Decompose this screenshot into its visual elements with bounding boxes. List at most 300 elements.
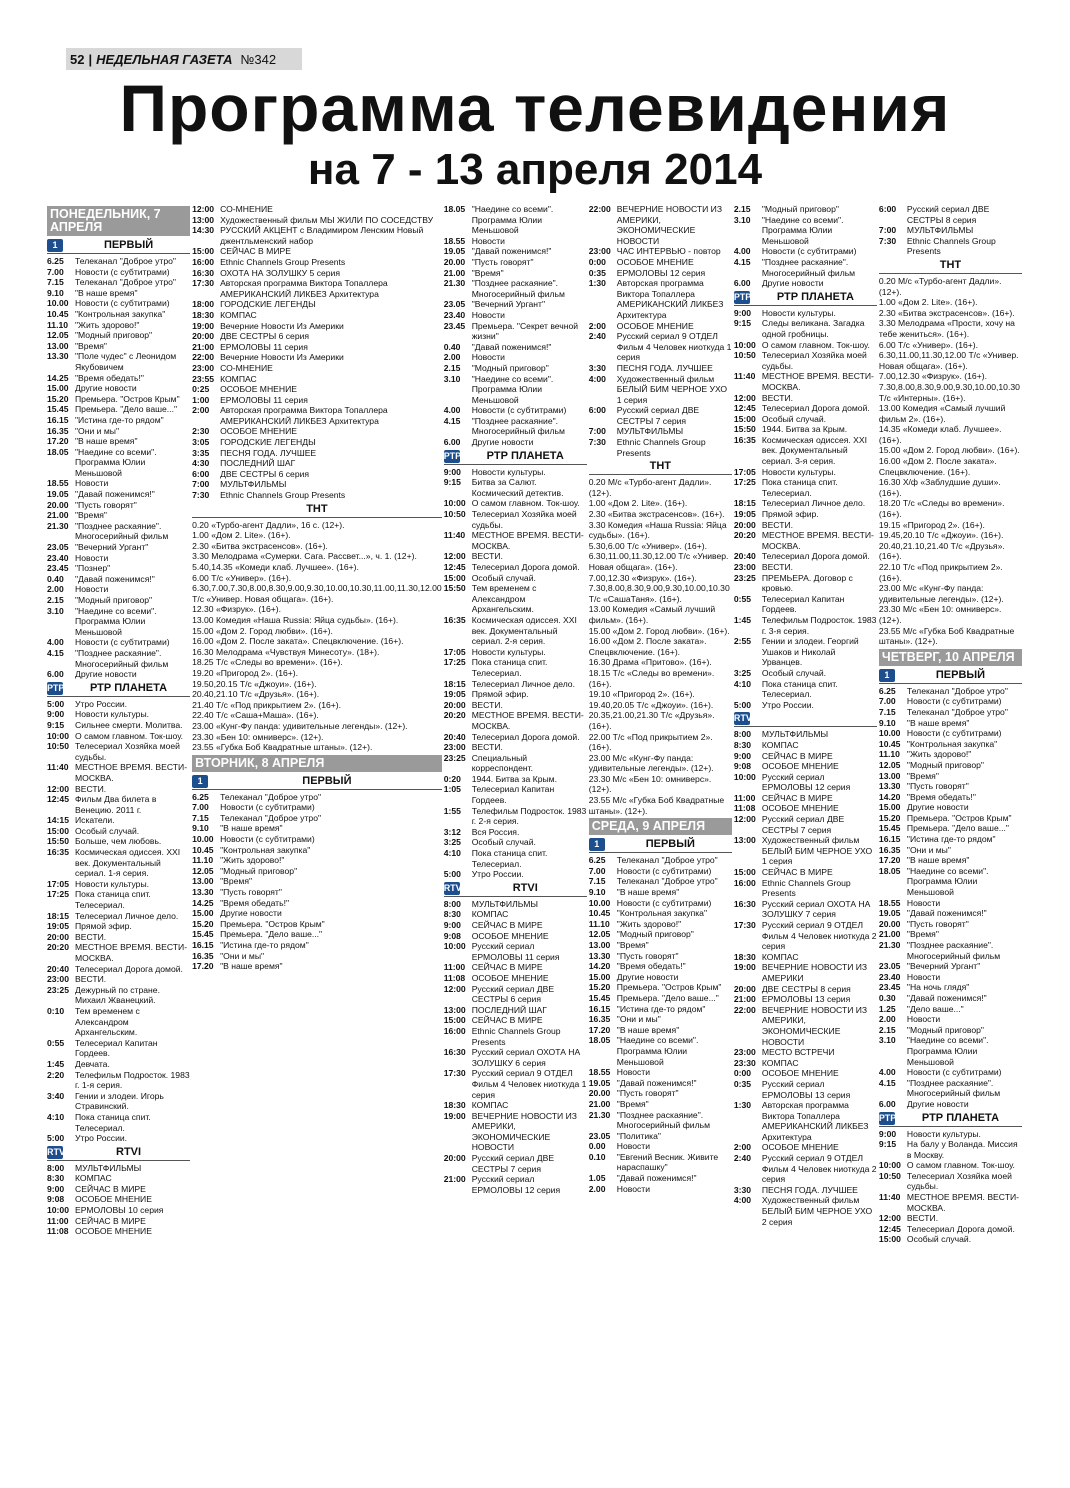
program-title: Новости: [906, 897, 941, 908]
program-row: [734, 899, 877, 920]
program-time: 4.15: [733, 256, 751, 267]
program-title: Новости (с субтитрами): [471, 405, 567, 416]
program-title: "Позднее раскаяние". Многосерийный фильм: [471, 278, 565, 299]
program-row: [444, 700, 587, 711]
program-row: [589, 855, 732, 866]
program-row: [879, 626, 1022, 647]
program-title: Новости (с субтитрами): [761, 246, 857, 257]
program-time: 9.10: [588, 887, 606, 898]
program-title: ВЕЧЕРНИЕ НОВОСТИ ИЗ АМЕРИКИ: [761, 962, 868, 983]
program-row: [47, 826, 190, 837]
program-row: [879, 340, 1022, 351]
program-title: Новости (с субтитрами): [75, 266, 170, 277]
program-row: [589, 426, 732, 437]
program-row: [47, 637, 190, 648]
program-row: [879, 382, 1022, 403]
program-title: Ethnic Channels Group Presents: [471, 1025, 561, 1047]
program-time: 13.00: [878, 770, 901, 781]
program-row: [589, 732, 732, 753]
program-title: 6.30,11.00,11.30,12.00 Т/с «Универ. Новая общага». (16+).: [878, 350, 1019, 371]
program-time: 8:00: [47, 1162, 65, 1173]
program-time: 11:00: [733, 792, 756, 803]
channel-name: ПЕРВЫЙ: [935, 668, 986, 681]
program-time: 18.05: [878, 865, 901, 876]
program-row: [192, 742, 442, 753]
program-row: [444, 573, 587, 584]
program-row: [444, 848, 587, 869]
program-title: 19.50,20.15 Т/с «Джоуи». (16+).: [192, 678, 317, 689]
program-row: [589, 1035, 732, 1067]
program-row: [192, 268, 442, 279]
program-time: 3:05: [192, 437, 210, 448]
program-row: [47, 256, 190, 267]
program-row: [47, 1112, 190, 1133]
program-time: 12:00: [47, 783, 69, 794]
program-time: 10:50: [733, 350, 756, 361]
program-row: [47, 815, 190, 826]
program-time: 4:00: [588, 373, 606, 384]
program-time: 3.10: [733, 214, 751, 225]
program-title: Ethnic Channels Group Presents: [616, 437, 706, 458]
program-row: [444, 204, 587, 236]
program-time: 14.20: [588, 961, 611, 972]
program-title: Особый случай.: [75, 825, 140, 836]
program-time: 11:00: [47, 1215, 69, 1226]
program-row: [192, 490, 442, 501]
channel-header: [589, 459, 732, 475]
program-title: Телесериал Дорога домой.: [906, 1223, 1015, 1234]
program-time: 15:50: [47, 836, 69, 847]
program-row: [444, 352, 587, 363]
program-row: [589, 982, 732, 993]
program-title: Новости (с субтитрами): [906, 696, 1002, 707]
program-row: [192, 448, 442, 459]
program-title: "Позднее раскаяние". Многосерийный фильм: [616, 1109, 711, 1131]
program-title: "Модный приговор": [906, 1024, 984, 1035]
program-row: [192, 204, 442, 215]
program-row: [879, 562, 1022, 583]
program-row: [589, 919, 732, 930]
program-time: 6.00: [878, 1098, 896, 1109]
program-title: 6.00 Т/с «Универ». (16+).: [192, 572, 292, 583]
program-time: 0.30: [878, 992, 896, 1003]
program-title: ВЕЧЕРНИЕ НОВОСТИ ИЗ АМЕРИКИ, ЭКОНОМИЧЕСКИЕ НОВОСТИ: [471, 1110, 577, 1153]
program-time: 16.35: [192, 950, 214, 961]
program-title: Ethnic Channels Group Presents: [220, 490, 346, 501]
program-title: 7.30,8.00,8.30,9.00,9.30,10.00,10.30 Т/с «СашаТаня». (16+).: [588, 583, 730, 604]
program-time: 4:10: [47, 1111, 65, 1122]
program-row: [444, 806, 587, 827]
program-title: "Контрольная закупка": [616, 908, 708, 919]
program-row: [734, 878, 877, 899]
program-row: [589, 657, 732, 668]
program-time: 9:00: [878, 1128, 897, 1139]
program-title: "Вечерний Ургант": [471, 299, 546, 310]
schedule-column: [444, 204, 587, 1488]
program-time: 6:00: [588, 405, 606, 416]
program-title: Новости (с субтитрами): [906, 728, 1002, 739]
program-title: 1944. Битва за Крым.: [471, 773, 557, 784]
program-title: 15.00 «Дом 2. Город любви». (16+).: [192, 625, 333, 636]
program-time: 21.00: [443, 267, 466, 278]
program-row: [192, 721, 442, 732]
channel-name: ПЕРВЫЙ: [302, 774, 352, 787]
program-row: [444, 1100, 587, 1111]
program-time: 10.45: [47, 308, 69, 319]
program-title: Телесериал Хозяйка моей судьбы.: [471, 509, 577, 530]
program-time: 3.10: [878, 1035, 896, 1046]
program-row: [192, 426, 442, 437]
program-time: 23.45: [878, 982, 901, 993]
program-time: 20:00: [47, 931, 69, 942]
program-title: Премьера. "Остров Крым": [906, 812, 1012, 823]
program-row: [879, 940, 1022, 961]
program-title: 7.00,12.30 «Физрук». (16+).: [878, 371, 987, 382]
program-row: [444, 837, 587, 848]
program-title: "Наедине со всеми". Программа Юлии Меньшовой: [616, 1035, 699, 1067]
program-time: 16.35: [47, 425, 69, 436]
program-row: [47, 521, 190, 542]
program-row: [444, 416, 587, 437]
program-title: Русский сериал ЕРМОЛОВЫ 13 серия: [761, 1078, 851, 1100]
program-title: Следы великана. Загадка одной гробницы.: [761, 318, 865, 339]
program-time: 10:00: [733, 771, 756, 782]
program-time: 2.00: [47, 584, 64, 595]
program-time: 12.05: [588, 929, 611, 940]
program-row: [879, 929, 1022, 940]
program-row: [734, 467, 877, 478]
program-title: 13.00 Комедия «Наша Russia: Яйца судьбы». (16+).: [192, 614, 399, 625]
program-row: [734, 246, 877, 257]
program-time: 12:45: [733, 403, 756, 414]
program-title: "Истина где-то рядом": [75, 414, 164, 425]
program-title: Новости культуры.: [75, 709, 150, 720]
program-row: [879, 1035, 1022, 1067]
program-row: [879, 834, 1022, 845]
program-title: СО-МНЕНИЕ: [220, 362, 273, 373]
program-title: Премьера. "Дело ваше...": [906, 823, 1009, 834]
program-title: Новости культуры.: [761, 307, 836, 318]
program-row: [192, 657, 442, 668]
program-row: [879, 1234, 1022, 1245]
program-row: [734, 729, 877, 740]
program-time: 15:00: [733, 867, 756, 878]
program-title: КОМПАС: [471, 1100, 509, 1111]
program-title: "Модный приговор": [471, 362, 549, 373]
program-row: [879, 686, 1022, 697]
program-row: [734, 435, 877, 467]
program-time: 13.30: [878, 781, 901, 792]
program-row: [734, 1100, 877, 1142]
program-title: 16.30 Драма «Притово». (16+).: [588, 657, 712, 668]
program-time: 0:35: [733, 1078, 752, 1089]
program-row: [589, 972, 732, 983]
program-time: 4:10: [733, 678, 752, 689]
program-title: "Они и мы": [220, 950, 265, 961]
program-row: [192, 679, 442, 690]
program-title: "Пусть говорят": [75, 499, 137, 510]
program-time: 21.00: [47, 510, 69, 521]
program-title: 19.20 «Пригород 2». (16+).: [192, 667, 299, 678]
program-title: "Позднее раскаяние". Многосерийный фильм: [471, 415, 565, 437]
program-row: [444, 1047, 587, 1068]
program-title: МЕСТНОЕ ВРЕМЯ. ВЕСТИ-МОСКВА.: [471, 710, 584, 731]
program-row: [589, 405, 732, 426]
program-time: 21.30: [443, 278, 466, 289]
program-row: [734, 204, 877, 215]
program-row: [444, 710, 587, 731]
program-title: Другие новости: [906, 802, 969, 813]
program-title: 19.15 «Пригород 2». (16+).: [878, 519, 985, 530]
channel-header: [734, 290, 877, 306]
program-row: [47, 648, 190, 669]
program-row: [879, 225, 1022, 236]
program-title: Новости (с субтитрами): [75, 637, 170, 648]
program-row: [734, 962, 877, 983]
program-row: [192, 710, 442, 721]
program-time: 20:00: [192, 331, 215, 342]
program-time: 23:25: [733, 572, 756, 583]
program-time: 20:20: [443, 710, 466, 721]
program-title: ПОСЛЕДНИЙ ШАГ: [471, 1004, 547, 1015]
program-row: [47, 762, 190, 783]
program-title: Новости (с субтитрами): [616, 865, 712, 876]
program-title: СЕЙЧАС В МИРЕ: [220, 246, 291, 257]
program-row: [192, 583, 442, 604]
program-title: "Жить здорово!": [75, 319, 140, 330]
program-title: Другие новости: [220, 908, 282, 919]
program-time: 23.40: [47, 552, 69, 563]
program-row: [444, 1068, 587, 1100]
program-row: [192, 732, 442, 743]
program-title: ДВЕ СЕСТРЫ 8 серия: [761, 983, 851, 994]
program-row: [879, 866, 1022, 898]
program-title: "Наедине со всеми". Программа Юлии Меньшовой: [906, 865, 989, 898]
program-row: [192, 395, 442, 406]
program-time: 20:20: [733, 530, 756, 541]
program-time: 10:50: [47, 741, 69, 752]
program-row: [879, 308, 1022, 319]
channel-name: РТР ПЛАНЕТА: [89, 681, 168, 694]
program-time: 16:30: [443, 1047, 466, 1058]
program-time: 19.05: [47, 489, 69, 500]
program-row: [734, 1079, 877, 1100]
program-row: [879, 961, 1022, 972]
program-title: ОСОБОЕ МНЕНИЕ: [761, 1142, 839, 1153]
program-row: [879, 424, 1022, 445]
program-time: 16.35: [588, 1014, 611, 1025]
program-row: [192, 615, 442, 626]
program-row: [192, 823, 442, 834]
program-row: [192, 331, 442, 342]
program-title: Пока станица спит. Телесериал.: [75, 889, 151, 911]
program-title: 3.30 Мелодрама «Сумерки. Сага. Рассвет...», ч. 1. (12+).: [192, 551, 417, 562]
program-row: [192, 802, 442, 813]
program-row: [879, 498, 1022, 519]
program-time: 14:30: [192, 225, 215, 236]
program-time: 2:30: [192, 426, 210, 437]
program-row: [192, 855, 442, 866]
program-row: [444, 909, 587, 920]
program-row: [192, 530, 442, 541]
program-title: Прямой эфир.: [761, 509, 819, 520]
program-row: [879, 1067, 1022, 1078]
program-row: [879, 972, 1022, 983]
program-title: Утро России.: [75, 1133, 128, 1144]
program-row: [192, 668, 442, 679]
program-time: 10:00: [443, 941, 466, 952]
program-time: 3:25: [733, 667, 752, 678]
program-title: 14.35 «Комеди клаб. Лучшее». (16+).: [878, 424, 1002, 445]
program-title: "Позднее раскаяние". Многосерийный фильм: [761, 256, 856, 278]
program-title: Новости: [616, 1183, 651, 1194]
program-row: [47, 964, 190, 975]
program-row: [879, 1099, 1022, 1110]
program-row: [879, 792, 1022, 803]
program-time: 15.45: [47, 404, 69, 415]
program-row: [444, 1026, 587, 1047]
program-row: [444, 477, 587, 498]
program-time: 1.05: [588, 1173, 606, 1184]
program-time: 15:00: [192, 246, 215, 257]
program-row: [47, 1038, 190, 1059]
program-row: [879, 845, 1022, 856]
program-title: ПОСЛЕДНИЙ ШАГ: [220, 458, 296, 469]
program-time: 7.15: [588, 876, 606, 887]
program-title: "Дело ваше...": [906, 1003, 964, 1014]
program-time: 6.25: [192, 791, 209, 802]
program-title: ВЕСТИ.: [761, 519, 794, 530]
program-time: 12:00: [733, 392, 756, 403]
program-title: ОСОБОЕ МНЕНИЕ: [761, 1068, 839, 1079]
channel-logo-icon: RTVi: [733, 713, 755, 724]
program-row: [589, 1131, 732, 1142]
program-row: [589, 583, 732, 604]
program-time: 4.15: [443, 415, 461, 426]
program-time: 18.05: [443, 204, 466, 214]
program-time: 17:30: [192, 278, 215, 289]
program-time: 4.00: [47, 637, 64, 648]
program-row: [192, 562, 442, 573]
program-row: [589, 268, 732, 279]
program-title: Телефильм Подросток. 1983 г. 3-я серия.: [761, 614, 877, 636]
program-row: [589, 477, 732, 498]
program-title: "Время": [471, 267, 504, 278]
program-row: [734, 1185, 877, 1196]
program-title: 23.30 «Бен 10: омниверс». (12+).: [192, 731, 324, 742]
program-time: 11.10: [192, 855, 214, 866]
program-title: "Время обедать!": [906, 791, 976, 802]
program-title: Особый случай.: [761, 413, 827, 424]
program-time: 15.20: [192, 918, 214, 929]
program-title: Премьера. "Секрет вечной жизни": [471, 320, 579, 342]
program-row: [879, 781, 1022, 792]
program-title: "Пусть говорят": [906, 918, 969, 929]
program-row: [734, 520, 877, 531]
program-time: 8:00: [443, 898, 461, 909]
program-time: 9:15: [878, 1139, 897, 1150]
program-title: "Модный приговор": [75, 595, 153, 605]
channel-logo-icon: RTVi: [47, 1146, 68, 1157]
program-title: ОСОБОЕ МНЕНИЕ: [220, 426, 298, 437]
program-title: Телеканал "Доброе утро": [75, 256, 176, 266]
program-title: "Время": [906, 929, 939, 940]
program-title: Девчата.: [75, 1058, 110, 1069]
program-row: [444, 467, 587, 478]
program-time: 18.55: [588, 1067, 611, 1078]
program-row: [734, 594, 877, 615]
program-row: [47, 1205, 190, 1216]
channel-name: РТР ПЛАНЕТА: [776, 290, 854, 303]
program-title: 1944. Битва за Крым.: [761, 424, 848, 435]
program-time: 21:00: [733, 994, 756, 1005]
program-row: [589, 1099, 732, 1110]
program-title: 22.40 Т/с «Саша+Маша». (16+).: [192, 710, 319, 721]
program-title: Телесериал Хозяйка моей судьбы.: [75, 741, 180, 762]
program-title: КОМПАС: [761, 1057, 799, 1068]
program-time: 15:00: [733, 413, 756, 424]
program-title: 20.35,21.00,21.30 Т/с «Друзья». (16+).: [588, 710, 715, 731]
channel-header: [734, 711, 877, 727]
program-title: Русский сериал 9 ОТДЕЛ Фильм 4 Человек ниоткуда 2 серия: [761, 1153, 877, 1185]
program-title: "На ночь глядя": [906, 982, 970, 993]
program-time: 19:05: [733, 509, 756, 520]
program-time: 18.55: [443, 235, 466, 246]
program-row: [47, 1006, 190, 1038]
program-title: Телеканал "Доброе утро": [616, 876, 718, 887]
program-time: 10.00: [47, 298, 69, 309]
program-title: Дежурный по стране. Михаил Жванецкий.: [75, 984, 160, 1006]
program-title: Другие новости: [906, 1098, 969, 1109]
program-row: [444, 784, 587, 805]
program-row: [47, 741, 190, 762]
program-title: 23.00 М/с «Кунг-Фу панда: удивительные легенды». (12+).: [588, 752, 714, 774]
program-time: 9:00: [47, 1183, 65, 1194]
program-time: 23.45: [47, 563, 69, 574]
program-row: [444, 562, 587, 573]
program-title: Телесериал Дорога домой.: [471, 562, 580, 572]
program-time: 7.15: [192, 812, 209, 823]
program-row: [879, 1224, 1022, 1235]
program-title: "Время обедать!": [616, 961, 686, 972]
channel-header: [879, 1111, 1022, 1127]
program-title: Телеканал "Доброе утро": [616, 855, 718, 866]
channel-logo-icon: 1: [192, 775, 208, 788]
program-row: [47, 889, 190, 910]
program-row: [47, 669, 190, 680]
program-row: [734, 1142, 877, 1153]
program-time: 16:35: [47, 847, 69, 858]
program-row: [589, 1141, 732, 1152]
program-time: 13.30: [47, 351, 69, 362]
program-time: 9:08: [47, 1194, 65, 1205]
program-title: "Жить здорово!": [220, 855, 285, 866]
program-title: "Пусть говорят": [616, 950, 679, 961]
program-row: [47, 595, 190, 606]
program-row: [192, 647, 442, 658]
program-title: 16.00 «Дом 2. После заката». Спецвключение. (16+).: [588, 636, 707, 657]
program-time: 17:05: [443, 646, 466, 657]
program-time: 1:55: [443, 805, 461, 816]
program-title: "Поле чудес" с Леонидом Якубовичем: [75, 351, 177, 372]
program-title: Телефильм Подросток. 1983 г. 1-я серия.: [75, 1069, 190, 1091]
program-time: 11.10: [878, 749, 900, 760]
program-row: [734, 1195, 877, 1227]
program-title: 16.30 Мелодрама «Чувствуя Минесоту». (18+).: [192, 646, 380, 657]
program-time: 17:05: [47, 878, 69, 889]
program-row: [47, 330, 190, 341]
program-row: [879, 739, 1022, 750]
